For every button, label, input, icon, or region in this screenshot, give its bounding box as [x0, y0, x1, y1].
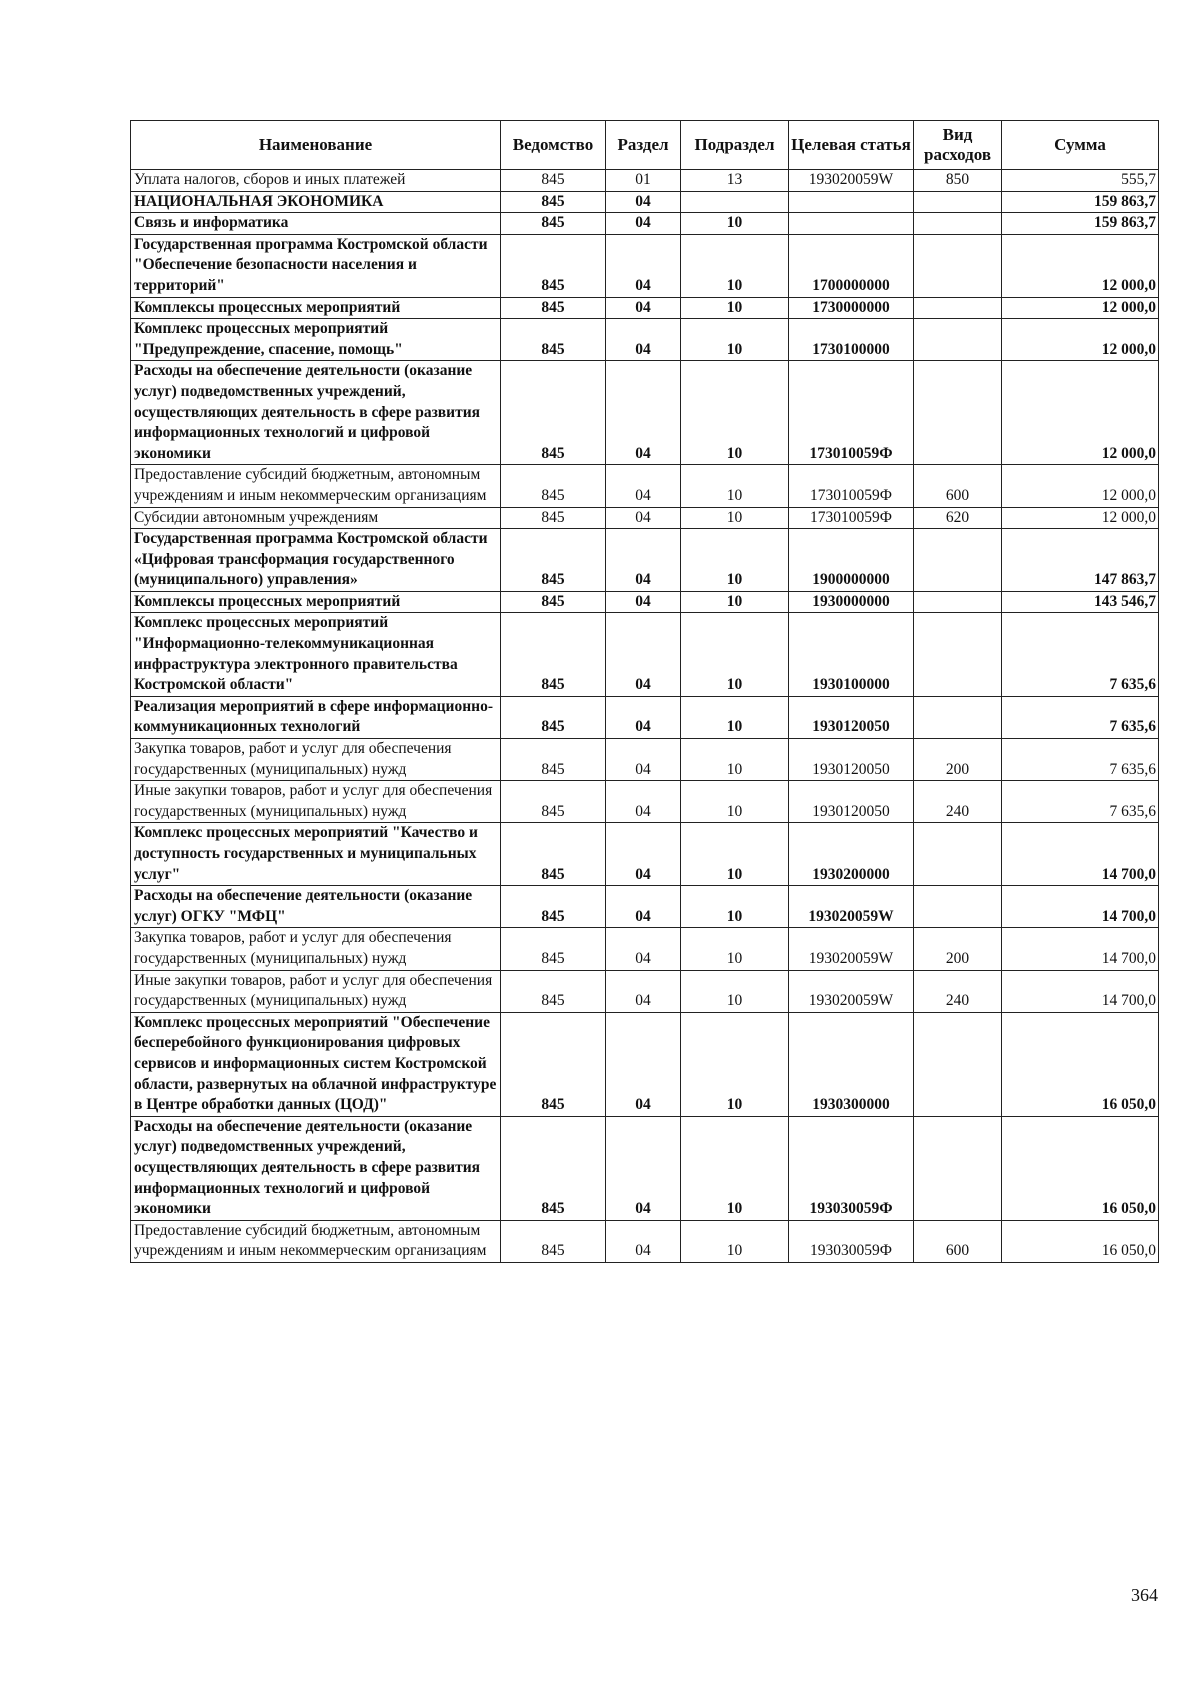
- cell-razdel: 04: [606, 319, 681, 361]
- cell-vid-rashodov: [914, 886, 1002, 928]
- cell-vid-rashodov: [914, 696, 1002, 738]
- cell-celevaya-statya: 193020059W: [789, 928, 914, 970]
- cell-razdel: 04: [606, 1220, 681, 1262]
- cell-podrazdel: 10: [681, 297, 789, 319]
- cell-vedomstvo: 845: [501, 739, 606, 781]
- cell-celevaya-statya: 193020059W: [789, 886, 914, 928]
- cell-razdel: 04: [606, 297, 681, 319]
- cell-vid-rashodov: [914, 529, 1002, 592]
- cell-vid-rashodov: 200: [914, 928, 1002, 970]
- cell-summa: 159 863,7: [1002, 191, 1159, 213]
- cell-summa: 7 635,6: [1002, 696, 1159, 738]
- header-razdel: Раздел: [606, 121, 681, 170]
- cell-podrazdel: [681, 191, 789, 213]
- cell-podrazdel: 10: [681, 234, 789, 297]
- cell-name: Иные закупки товаров, работ и услуг для обеспечения государственных (муниципальных) нужд: [131, 970, 501, 1012]
- cell-vid-rashodov: [914, 823, 1002, 886]
- cell-name: Комплексы процессных мероприятий: [131, 297, 501, 319]
- cell-vid-rashodov: 620: [914, 507, 1002, 529]
- cell-summa: 7 635,6: [1002, 781, 1159, 823]
- cell-podrazdel: 10: [681, 739, 789, 781]
- cell-razdel: 04: [606, 191, 681, 213]
- cell-podrazdel: 10: [681, 507, 789, 529]
- table-header-row: [131, 121, 1159, 170]
- cell-vid-rashodov: [914, 591, 1002, 613]
- table-row: [131, 1220, 1159, 1262]
- cell-name: Комплекс процессных мероприятий "Предупреждение, спасение, помощь": [131, 319, 501, 361]
- cell-podrazdel: 10: [681, 613, 789, 696]
- cell-vedomstvo: 845: [501, 696, 606, 738]
- cell-vid-rashodov: [914, 613, 1002, 696]
- cell-name: Расходы на обеспечение деятельности (оказание услуг) подведомственных учреждений, осуществляющих деятельность в сфере развития информационных технологий и цифровой экономики: [131, 1116, 501, 1220]
- cell-summa: 147 863,7: [1002, 529, 1159, 592]
- page-number: 364: [1131, 1585, 1158, 1605]
- cell-summa: 7 635,6: [1002, 739, 1159, 781]
- cell-podrazdel: 13: [681, 170, 789, 192]
- cell-vedomstvo: 845: [501, 1116, 606, 1220]
- cell-vedomstvo: 845: [501, 591, 606, 613]
- cell-name: Уплата налогов, сборов и иных платежей: [131, 170, 501, 192]
- cell-celevaya-statya: 193030059Ф: [789, 1116, 914, 1220]
- cell-vedomstvo: 845: [501, 507, 606, 529]
- cell-podrazdel: 10: [681, 928, 789, 970]
- table-row: [131, 1012, 1159, 1116]
- cell-podrazdel: 10: [681, 1220, 789, 1262]
- cell-vedomstvo: 845: [501, 465, 606, 507]
- cell-vedomstvo: 845: [501, 361, 606, 465]
- cell-podrazdel: 10: [681, 319, 789, 361]
- cell-razdel: 04: [606, 1012, 681, 1116]
- header-podrazdel: Подраздел: [681, 121, 789, 170]
- cell-celevaya-statya: 1930200000: [789, 823, 914, 886]
- cell-vedomstvo: 845: [501, 886, 606, 928]
- cell-vedomstvo: 845: [501, 613, 606, 696]
- cell-vedomstvo: 845: [501, 170, 606, 192]
- cell-vedomstvo: 845: [501, 529, 606, 592]
- cell-summa: 143 546,7: [1002, 591, 1159, 613]
- cell-razdel: 04: [606, 361, 681, 465]
- cell-name: Предоставление субсидий бюджетным, автономным учреждениям и иным некоммерческим организациям: [131, 465, 501, 507]
- cell-celevaya-statya: 193030059Ф: [789, 1220, 914, 1262]
- cell-razdel: 04: [606, 928, 681, 970]
- cell-vid-rashodov: [914, 1116, 1002, 1220]
- table-row: [131, 297, 1159, 319]
- cell-vid-rashodov: 850: [914, 170, 1002, 192]
- header-summa: Сумма: [1002, 121, 1159, 170]
- cell-podrazdel: 10: [681, 781, 789, 823]
- cell-podrazdel: 10: [681, 970, 789, 1012]
- cell-celevaya-statya: 1900000000: [789, 529, 914, 592]
- cell-summa: 12 000,0: [1002, 234, 1159, 297]
- table-row: [131, 928, 1159, 970]
- cell-summa: 14 700,0: [1002, 970, 1159, 1012]
- cell-celevaya-statya: 1930100000: [789, 613, 914, 696]
- cell-celevaya-statya: 1930120050: [789, 739, 914, 781]
- cell-vedomstvo: 845: [501, 319, 606, 361]
- cell-vid-rashodov: [914, 1012, 1002, 1116]
- cell-summa: 7 635,6: [1002, 613, 1159, 696]
- table-row: [131, 613, 1159, 696]
- cell-razdel: 04: [606, 234, 681, 297]
- table-row: [131, 234, 1159, 297]
- cell-summa: 12 000,0: [1002, 507, 1159, 529]
- cell-vedomstvo: 845: [501, 297, 606, 319]
- cell-name: Субсидии автономным учреждениям: [131, 507, 501, 529]
- cell-name: Комплекс процессных мероприятий "Информационно-телекоммуникационная инфраструктура электронного правительства Костромской области": [131, 613, 501, 696]
- cell-name: Комплексы процессных мероприятий: [131, 591, 501, 613]
- cell-name: Предоставление субсидий бюджетным, автономным учреждениям и иным некоммерческим организациям: [131, 1220, 501, 1262]
- cell-vid-rashodov: 600: [914, 465, 1002, 507]
- cell-summa: 555,7: [1002, 170, 1159, 192]
- cell-summa: 16 050,0: [1002, 1012, 1159, 1116]
- cell-razdel: 04: [606, 1116, 681, 1220]
- table-row: [131, 739, 1159, 781]
- cell-name: НАЦИОНАЛЬНАЯ ЭКОНОМИКА: [131, 191, 501, 213]
- table-row: [131, 465, 1159, 507]
- cell-podrazdel: 10: [681, 591, 789, 613]
- cell-vid-rashodov: [914, 297, 1002, 319]
- cell-podrazdel: 10: [681, 696, 789, 738]
- table-row: [131, 529, 1159, 592]
- cell-vid-rashodov: 240: [914, 781, 1002, 823]
- table-row: [131, 970, 1159, 1012]
- cell-razdel: 04: [606, 823, 681, 886]
- cell-name: Реализация мероприятий в сфере информационно-коммуникационных технологий: [131, 696, 501, 738]
- cell-podrazdel: 10: [681, 361, 789, 465]
- table-row: [131, 319, 1159, 361]
- cell-vid-rashodov: [914, 191, 1002, 213]
- cell-vid-rashodov: 600: [914, 1220, 1002, 1262]
- cell-celevaya-statya: 1930120050: [789, 696, 914, 738]
- cell-celevaya-statya: 193020059W: [789, 170, 914, 192]
- table-row: [131, 781, 1159, 823]
- cell-summa: 159 863,7: [1002, 213, 1159, 235]
- table-row: [131, 361, 1159, 465]
- cell-razdel: 04: [606, 739, 681, 781]
- cell-summa: 12 000,0: [1002, 465, 1159, 507]
- cell-name: Комплекс процессных мероприятий "Качество и доступность государственных и муниципальных услуг": [131, 823, 501, 886]
- cell-summa: 12 000,0: [1002, 361, 1159, 465]
- cell-razdel: 04: [606, 213, 681, 235]
- cell-razdel: 04: [606, 781, 681, 823]
- cell-razdel: 04: [606, 696, 681, 738]
- cell-celevaya-statya: 1930120050: [789, 781, 914, 823]
- cell-vedomstvo: 845: [501, 781, 606, 823]
- cell-vedomstvo: 845: [501, 928, 606, 970]
- cell-name: Связь и информатика: [131, 213, 501, 235]
- cell-razdel: 04: [606, 507, 681, 529]
- cell-name: Государственная программа Костромской области "Обеспечение безопасности населения и территорий": [131, 234, 501, 297]
- cell-podrazdel: 10: [681, 465, 789, 507]
- cell-vedomstvo: 845: [501, 970, 606, 1012]
- table-row: [131, 191, 1159, 213]
- table-row: [131, 696, 1159, 738]
- cell-name: Закупка товаров, работ и услуг для обеспечения государственных (муниципальных) нужд: [131, 739, 501, 781]
- cell-celevaya-statya: 1730100000: [789, 319, 914, 361]
- cell-razdel: 04: [606, 465, 681, 507]
- cell-name: Комплекс процессных мероприятий "Обеспечение бесперебойного функционирования цифровых сервисов и информационных систем Костромской области, развернутых на облачной инфраструктуре в Центре обработки данных (ЦОД)": [131, 1012, 501, 1116]
- header-celevaya-statya: Целевая статья: [789, 121, 914, 170]
- cell-razdel: 04: [606, 591, 681, 613]
- cell-podrazdel: 10: [681, 1116, 789, 1220]
- cell-vid-rashodov: [914, 319, 1002, 361]
- cell-razdel: 04: [606, 970, 681, 1012]
- cell-celevaya-statya: 173010059Ф: [789, 507, 914, 529]
- cell-name: Закупка товаров, работ и услуг для обеспечения государственных (муниципальных) нужд: [131, 928, 501, 970]
- cell-summa: 12 000,0: [1002, 297, 1159, 319]
- cell-podrazdel: 10: [681, 213, 789, 235]
- header-vid-rashodov: Вид расходов: [914, 121, 1002, 170]
- header-name: Наименование: [131, 121, 501, 170]
- cell-podrazdel: 10: [681, 823, 789, 886]
- cell-vid-rashodov: [914, 213, 1002, 235]
- table-row: [131, 886, 1159, 928]
- cell-celevaya-statya: [789, 191, 914, 213]
- cell-celevaya-statya: 1930000000: [789, 591, 914, 613]
- cell-name: Государственная программа Костромской области «Цифровая трансформация государственного (муниципального) управления»: [131, 529, 501, 592]
- cell-summa: 16 050,0: [1002, 1220, 1159, 1262]
- cell-podrazdel: 10: [681, 886, 789, 928]
- cell-summa: 14 700,0: [1002, 823, 1159, 886]
- cell-podrazdel: 10: [681, 1012, 789, 1116]
- cell-vedomstvo: 845: [501, 1012, 606, 1116]
- cell-celevaya-statya: 1730000000: [789, 297, 914, 319]
- table-row: [131, 823, 1159, 886]
- budget-table: [130, 120, 1159, 1263]
- cell-podrazdel: 10: [681, 529, 789, 592]
- cell-razdel: 01: [606, 170, 681, 192]
- cell-celevaya-statya: 173010059Ф: [789, 465, 914, 507]
- cell-vid-rashodov: 240: [914, 970, 1002, 1012]
- header-vedomstvo: Ведомство: [501, 121, 606, 170]
- table-row: [131, 213, 1159, 235]
- cell-razdel: 04: [606, 886, 681, 928]
- cell-razdel: 04: [606, 529, 681, 592]
- table-row: [131, 170, 1159, 192]
- cell-name: Расходы на обеспечение деятельности (оказание услуг) ОГКУ "МФЦ": [131, 886, 501, 928]
- cell-vedomstvo: 845: [501, 191, 606, 213]
- cell-summa: 12 000,0: [1002, 319, 1159, 361]
- cell-vid-rashodov: 200: [914, 739, 1002, 781]
- cell-celevaya-statya: [789, 213, 914, 235]
- cell-summa: 14 700,0: [1002, 886, 1159, 928]
- table-row: [131, 591, 1159, 613]
- cell-summa: 14 700,0: [1002, 928, 1159, 970]
- cell-vid-rashodov: [914, 234, 1002, 297]
- cell-celevaya-statya: 1700000000: [789, 234, 914, 297]
- cell-name: Расходы на обеспечение деятельности (оказание услуг) подведомственных учреждений, осуществляющих деятельность в сфере развития информационных технологий и цифровой экономики: [131, 361, 501, 465]
- table-body: [131, 170, 1159, 1263]
- cell-vid-rashodov: [914, 361, 1002, 465]
- table-row: [131, 507, 1159, 529]
- cell-vedomstvo: 845: [501, 234, 606, 297]
- cell-summa: 16 050,0: [1002, 1116, 1159, 1220]
- cell-celevaya-statya: 193020059W: [789, 970, 914, 1012]
- cell-vedomstvo: 845: [501, 213, 606, 235]
- cell-vedomstvo: 845: [501, 823, 606, 886]
- cell-name: Иные закупки товаров, работ и услуг для обеспечения государственных (муниципальных) нужд: [131, 781, 501, 823]
- cell-razdel: 04: [606, 613, 681, 696]
- cell-vedomstvo: 845: [501, 1220, 606, 1262]
- cell-celevaya-statya: 173010059Ф: [789, 361, 914, 465]
- table-row: [131, 1116, 1159, 1220]
- cell-celevaya-statya: 1930300000: [789, 1012, 914, 1116]
